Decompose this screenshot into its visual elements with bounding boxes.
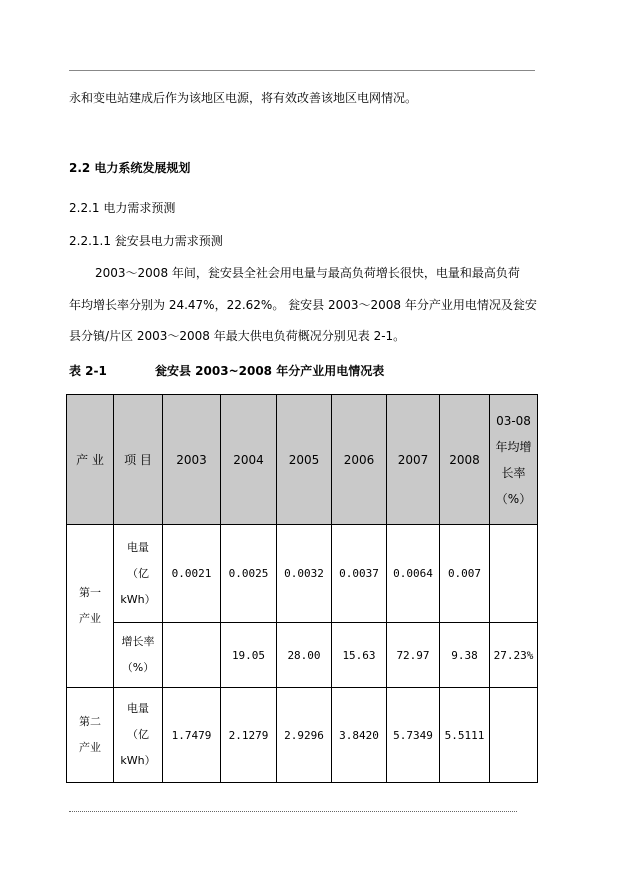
table-caption	[69, 362, 385, 379]
subsection-heading: 2.2.1 电力需求预测	[69, 201, 176, 215]
table-cell: 0.0037	[332, 525, 387, 623]
table-cell: 0.0032	[277, 525, 332, 623]
table-row	[67, 525, 538, 623]
header-year: 2005	[277, 395, 332, 525]
subsubsection-heading: 2.2.1.1 瓮安县电力需求预测	[69, 234, 223, 248]
table-row	[67, 688, 538, 783]
table-cell: 1.7479	[163, 688, 221, 783]
body-line-2: 年均增长率分别为 24.47%，22.62%。 瓮安县 2003～2008 年分产业用电情况及瓮安	[69, 298, 537, 312]
item-growth-rate: 增长率 （%）	[114, 623, 163, 688]
header-year: 2006	[332, 395, 387, 525]
table-cell: 0.0021	[163, 525, 221, 623]
table-cell: 2.9296	[277, 688, 332, 783]
table-cell: 5.5111	[440, 688, 490, 783]
table-cell: 72.97	[387, 623, 440, 688]
industry-primary: 第一 产业	[67, 525, 114, 688]
table-cell: 0.0064	[387, 525, 440, 623]
table-cell: 19.05	[221, 623, 277, 688]
header-year: 2008	[440, 395, 490, 525]
table-cell	[490, 688, 538, 783]
header-year: 2007	[387, 395, 440, 525]
table-cell: 0.0025	[221, 525, 277, 623]
table-cell: 2.1279	[221, 688, 277, 783]
header-growth-rate: 03-08 年均增 长率 （%）	[490, 395, 538, 525]
body-line-3: 县分镇/片区 2003～2008 年最大供电负荷概况分别见表 2-1。	[69, 329, 406, 343]
header-year: 2003	[163, 395, 221, 525]
table-cell	[163, 623, 221, 688]
body-line-1: 2003～2008 年间，瓮安县全社会用电量与最高负荷增长很快，电量和最高负荷	[95, 266, 520, 280]
table-cell: 3.8420	[332, 688, 387, 783]
footer-rule	[69, 811, 517, 812]
table-row	[67, 623, 538, 688]
header-item: 项 目	[114, 395, 163, 525]
table-cell: 9.38	[440, 623, 490, 688]
table-cell: 27.23%	[490, 623, 538, 688]
table-cell	[490, 525, 538, 623]
header-industry: 产 业	[67, 395, 114, 525]
intro-paragraph: 永和变电站建成后作为该地区电源，将有效改善该地区电网情况。	[69, 91, 418, 105]
table-cell: 15.63	[332, 623, 387, 688]
power-usage-table	[66, 394, 538, 783]
item-power: 电量 （亿 kWh）	[114, 525, 163, 623]
header-year: 2004	[221, 395, 277, 525]
section-heading: 2.2 电力系统发展规划	[69, 161, 191, 175]
table-header-row	[67, 395, 538, 525]
table-cell: 28.00	[277, 623, 332, 688]
table-cell: 0.007	[440, 525, 490, 623]
header-rule	[69, 70, 535, 71]
table-cell: 5.7349	[387, 688, 440, 783]
table-title: 瓮安县 2003~2008 年分产业用电情况表	[155, 364, 385, 378]
industry-secondary: 第二 产业	[67, 688, 114, 783]
table-label: 表 2-1	[69, 364, 107, 378]
item-power: 电量 （亿 kWh）	[114, 688, 163, 783]
